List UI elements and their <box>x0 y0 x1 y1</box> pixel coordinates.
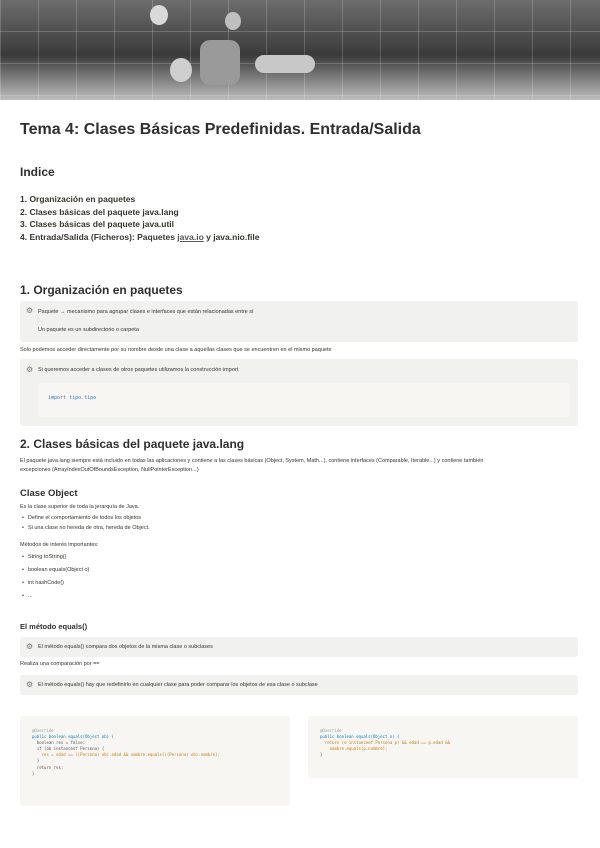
list-item: • String toString() <box>22 551 89 564</box>
code-line: return (o instanceof Persona p) && edad == p.edad && <box>320 740 451 746</box>
list-item: • Si una clase no hereda de otra, hereda de Object. <box>22 523 150 533</box>
list-item: • boolean equals(Object o) <box>22 564 89 577</box>
page-title: Tema 4: Clases Básicas Predefinidas. Entrada/Salida <box>20 121 421 138</box>
table-of-contents <box>20 193 260 243</box>
code-line: @Override <box>32 728 54 733</box>
toc-item-suffix: y java.nio.file <box>203 231 260 242</box>
cover-grid <box>0 0 600 100</box>
code-line: boolean res = false; <box>32 740 85 746</box>
cover-figure <box>170 58 192 82</box>
code-line: return res; <box>32 764 64 770</box>
callout-text: Si queremos acceder a clases de otros paquetes utilizamos la construcción import <box>38 367 239 373</box>
paragraph: Es la clase superior de toda la jerarquía de Java. <box>20 504 140 510</box>
cover-figure <box>255 55 315 73</box>
callout-text: El método equals() hay que redefinirlo en cualquier clase para poder comparar los objetos de esa clase o subclase <box>38 682 318 688</box>
code-block <box>38 383 570 417</box>
list-item: • ... <box>22 590 89 603</box>
code-line: public boolean equals(Object o) { <box>320 734 400 740</box>
subsection-heading: El método equals() <box>20 622 88 631</box>
code-block-right <box>308 716 578 778</box>
toc-item[interactable] <box>20 231 260 244</box>
list-item: • Define el comportamiento de todos los objetos <box>22 513 150 523</box>
cover-figure <box>150 5 168 25</box>
callout <box>20 675 578 695</box>
toc-item[interactable]: 2. Clases básicas del paquete java.lang <box>20 206 179 217</box>
code-line: } <box>32 770 35 776</box>
lightbulb-icon: ⚙ <box>26 642 34 651</box>
code-line: import tipo.tipo <box>48 395 97 401</box>
subsection-heading: Clase Object <box>20 488 78 499</box>
section-heading: 1. Organización en paquetes <box>20 283 183 297</box>
code-line: nombre.equals(p.nombre); <box>320 746 388 752</box>
code-line: } <box>320 752 323 758</box>
callout-text: Un paquete es un subdirectorio o carpeta <box>38 327 139 333</box>
section-heading: 2. Clases básicas del paquete java.lang <box>20 437 245 451</box>
code-content <box>320 728 450 758</box>
paragraph: El paquete java.lang siempre está incluido en todas las aplicaciones y contiene a las clases básicas (Object, System, Math...), contiene interfaces (Comparable, Iterable...) y contiene también <box>20 458 484 464</box>
code-block-left <box>20 716 290 806</box>
paragraph: excepciones (ArrayIndexOutOfBoundsException, NullPointerException...) <box>20 467 199 473</box>
toc-item[interactable]: 1. Organización en paquetes <box>20 194 136 204</box>
callout-text: El método equals() compara dos objetos de la misma clase o subclases <box>38 644 213 650</box>
code-line: res = edad == ((Persona) ob).edad && nombre.equals(((Persona) ob).nombre); <box>32 752 220 758</box>
index-heading: Indice <box>20 165 55 179</box>
callout <box>20 637 578 657</box>
code-content <box>32 728 220 777</box>
paragraph: Métodos de interés importantes: <box>20 542 99 548</box>
callout <box>20 359 578 426</box>
code-line: } <box>32 758 40 764</box>
bullet-list <box>22 513 150 533</box>
code-line: @Override <box>320 728 342 733</box>
code-line: if (ob instanceof Persona) { <box>32 746 105 752</box>
toc-item[interactable]: 3. Clases básicas del paquete java.util <box>20 219 175 229</box>
cover-figure <box>200 40 240 85</box>
lightbulb-icon: ⚙ <box>26 306 34 315</box>
callout-text: Paquete → mecanismo para agrupar clases e interfaces que están relacionadas entre sí <box>38 309 254 315</box>
code-line: public boolean equals(Object ob) { <box>32 734 114 740</box>
paragraph: Realiza una comparación por == <box>20 661 100 667</box>
lightbulb-icon: ⚙ <box>26 365 34 374</box>
lightbulb-icon: ⚙ <box>26 680 34 689</box>
paragraph: Solo podemos acceder directamente por su nombre desde una clase a aquellas clases que se encuentren en el mismo paquete <box>20 347 332 353</box>
toc-link-java-io[interactable]: java.io <box>177 231 204 242</box>
list-item: • int hashCode() <box>22 577 89 590</box>
bullet-list <box>22 551 89 603</box>
cover-image <box>0 0 600 100</box>
cover-figure <box>225 12 241 30</box>
toc-item-prefix: 4. Entrada/Salida (Ficheros): Paquetes <box>20 231 178 242</box>
callout <box>20 301 578 342</box>
